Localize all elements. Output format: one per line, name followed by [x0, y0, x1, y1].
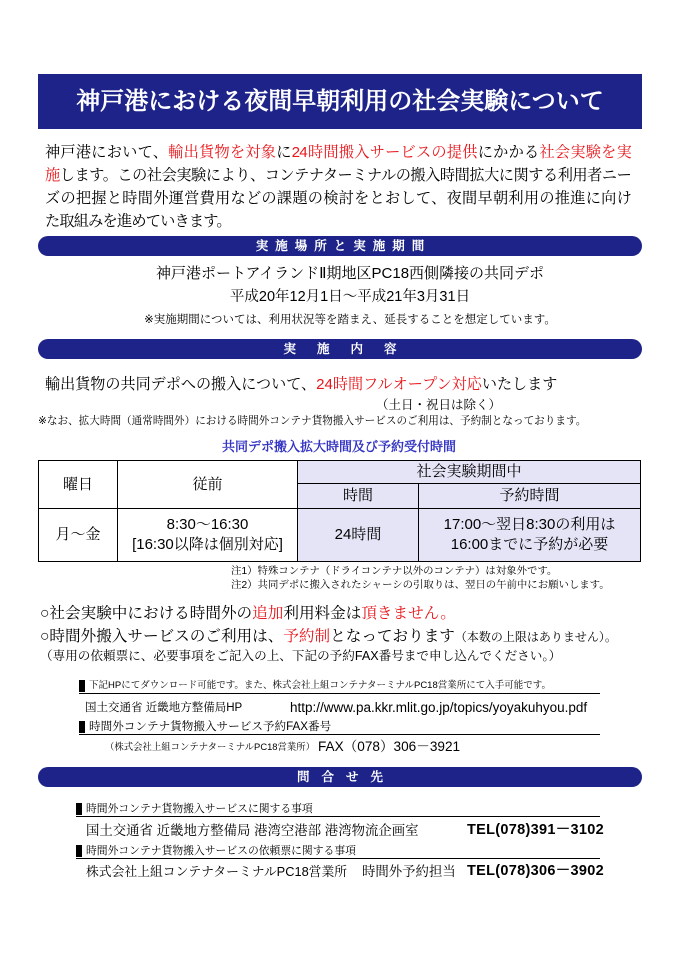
- period-note: ※実施期間については、利用状況等を踏まえ、延長することを想定しています。: [144, 314, 556, 326]
- section-heading-contact: 問合せ先: [38, 767, 642, 787]
- fax-label-text: 時間外コンテナ貨物搬入サービス予約FAX番号: [89, 720, 332, 733]
- notice-note: （専用の依頼票に、必要事項をご記入の上、下記の予約FAX番号まで申し込んでください。）: [40, 649, 562, 663]
- intro-line: [45, 141, 631, 164]
- site-name: 国土交通省 近畿地方整備局HP: [85, 702, 243, 714]
- cell-day: 月～金: [39, 509, 118, 562]
- body-text: となっております: [330, 628, 455, 645]
- section-heading-content: 実施内容: [38, 339, 642, 359]
- body-text: いたします: [481, 376, 558, 393]
- highlight-text: 24時間搬入サービスの提供: [291, 144, 478, 161]
- cell-time: 24時間: [298, 509, 419, 562]
- intro-line: [45, 187, 631, 210]
- contact-label: [76, 844, 600, 859]
- notice-bullet: [40, 626, 617, 648]
- footnote: 注1）特殊コンテナ（ドライコンテナ以外のコンテナ）は対象外です。: [231, 566, 558, 577]
- body-text: ズの把握と時間外運営費用などの課題の検討をとおして、夜間早朝利用の推進に向け: [45, 190, 631, 207]
- body-text: ○時間外搬入サービスのご利用は、: [40, 628, 284, 645]
- contact-tel: TEL(078)306－3902: [467, 863, 604, 879]
- highlight-text: 頂きません。: [361, 605, 456, 622]
- header-time: 時間: [298, 484, 419, 509]
- contact-label-text: 時間外コンテナ貨物搬入サービスの依頼票に関する事項: [86, 845, 356, 857]
- contact-label: [76, 802, 600, 817]
- fax-label: [79, 720, 600, 735]
- intro-line: [45, 210, 631, 233]
- schedule-table: [38, 460, 641, 562]
- contact-tel: TEL(078)391－3102: [467, 822, 604, 838]
- intro-line: [45, 164, 631, 187]
- highlight-text: 施: [45, 167, 60, 184]
- fax-org: （株式会社上組コンテナターミナルPC18営業所）: [105, 741, 316, 752]
- highlight-text: 輸出貨物を対象: [168, 144, 277, 161]
- notice-bullet: [40, 603, 456, 625]
- page-title: 神戸港における夜間早朝利用の社会実験について: [38, 74, 642, 129]
- content-main-text: [45, 374, 557, 396]
- exception-text: （土日・祝日は除く）: [376, 398, 502, 412]
- body-text: 神戸港において、: [45, 144, 169, 161]
- body-text: 輸出貨物の共同デポへの搬入について、: [45, 376, 317, 393]
- label-marker: [76, 803, 82, 815]
- cell-reservation: [419, 509, 641, 562]
- notice-bullet-main: [40, 628, 455, 645]
- highlight-text: 予約制: [283, 628, 331, 645]
- label-marker: [79, 721, 85, 733]
- cell-before-line: 8:30～16:30: [166, 516, 249, 533]
- download-url[interactable]: http://www.pa.kkr.mlit.go.jp/topics/yoyakuhyou.pdf: [290, 700, 588, 715]
- period-text: 平成20年12月1日～平成21年3月31日: [229, 289, 471, 305]
- body-text: します。この社会実験により、コンテナターミナルの搬入時間拡大に関する利用者ニー: [59, 167, 631, 184]
- contact-org: 株式会社上組コンテナターミナルPC18営業所: [86, 864, 348, 879]
- header-before: 従前: [118, 461, 298, 509]
- cell-before-line: [16:30以降は個別対応]: [132, 536, 283, 553]
- contact-org: 国土交通省 近畿地方整備局 港湾空港部 港湾物流企画室: [86, 823, 419, 838]
- cell-reservation-line: 17:00～翌日8:30の利用は: [443, 516, 616, 533]
- body-text: ○社会実験中における時間外の: [40, 605, 253, 622]
- highlight-text: 社会実験を実: [539, 144, 632, 161]
- body-text: にかかる: [477, 144, 540, 161]
- label-marker: [76, 845, 82, 857]
- fax-number: FAX（078）306－3921: [318, 739, 461, 754]
- header-experiment: 社会実験期間中: [298, 461, 641, 484]
- location-text: 神戸港ポートアイランドⅡ期地区PC18西側隣接の共同デポ: [155, 265, 545, 282]
- download-label-text: 下記HPにてダウンロード可能です。また、株式会社上組コンテナターミナルPC18営業所にて入手可能です。: [89, 680, 551, 691]
- header-reservation: 予約時間: [419, 484, 641, 509]
- cell-before: [118, 509, 298, 562]
- cell-reservation-line: 16:00までに予約が必要: [450, 536, 609, 553]
- body-text: に: [276, 144, 292, 161]
- body-text: 利用料金は: [283, 605, 362, 622]
- header-day: 曜日: [39, 461, 118, 509]
- footnote: 注2）共同デポに搬入されたシャーシの引取りは、翌日の午前中にお願いします。: [231, 580, 610, 591]
- section-heading-place-period: 実施場所と実施期間: [38, 236, 642, 256]
- content-note: ※なお、拡大時間（通常時間外）における時間外コンテナ貨物搬入サービスのご利用は、予約制となっております。: [38, 415, 587, 427]
- highlight-text: 追加: [252, 605, 284, 622]
- download-label: [79, 679, 600, 694]
- table-title: 共同デポ搬入拡大時間及び予約受付時間: [221, 439, 456, 454]
- notice-aside: （本数の上限はありません）。: [454, 630, 617, 644]
- contact-dept: 時間外予約担当: [362, 864, 456, 879]
- label-marker: [79, 680, 85, 692]
- highlight-text: 24時間フルオープン対応: [316, 376, 482, 393]
- body-text: た取組みを進めていきます。: [45, 213, 231, 230]
- contact-label-text: 時間外コンテナ貨物搬入サービスに関する事項: [86, 803, 313, 815]
